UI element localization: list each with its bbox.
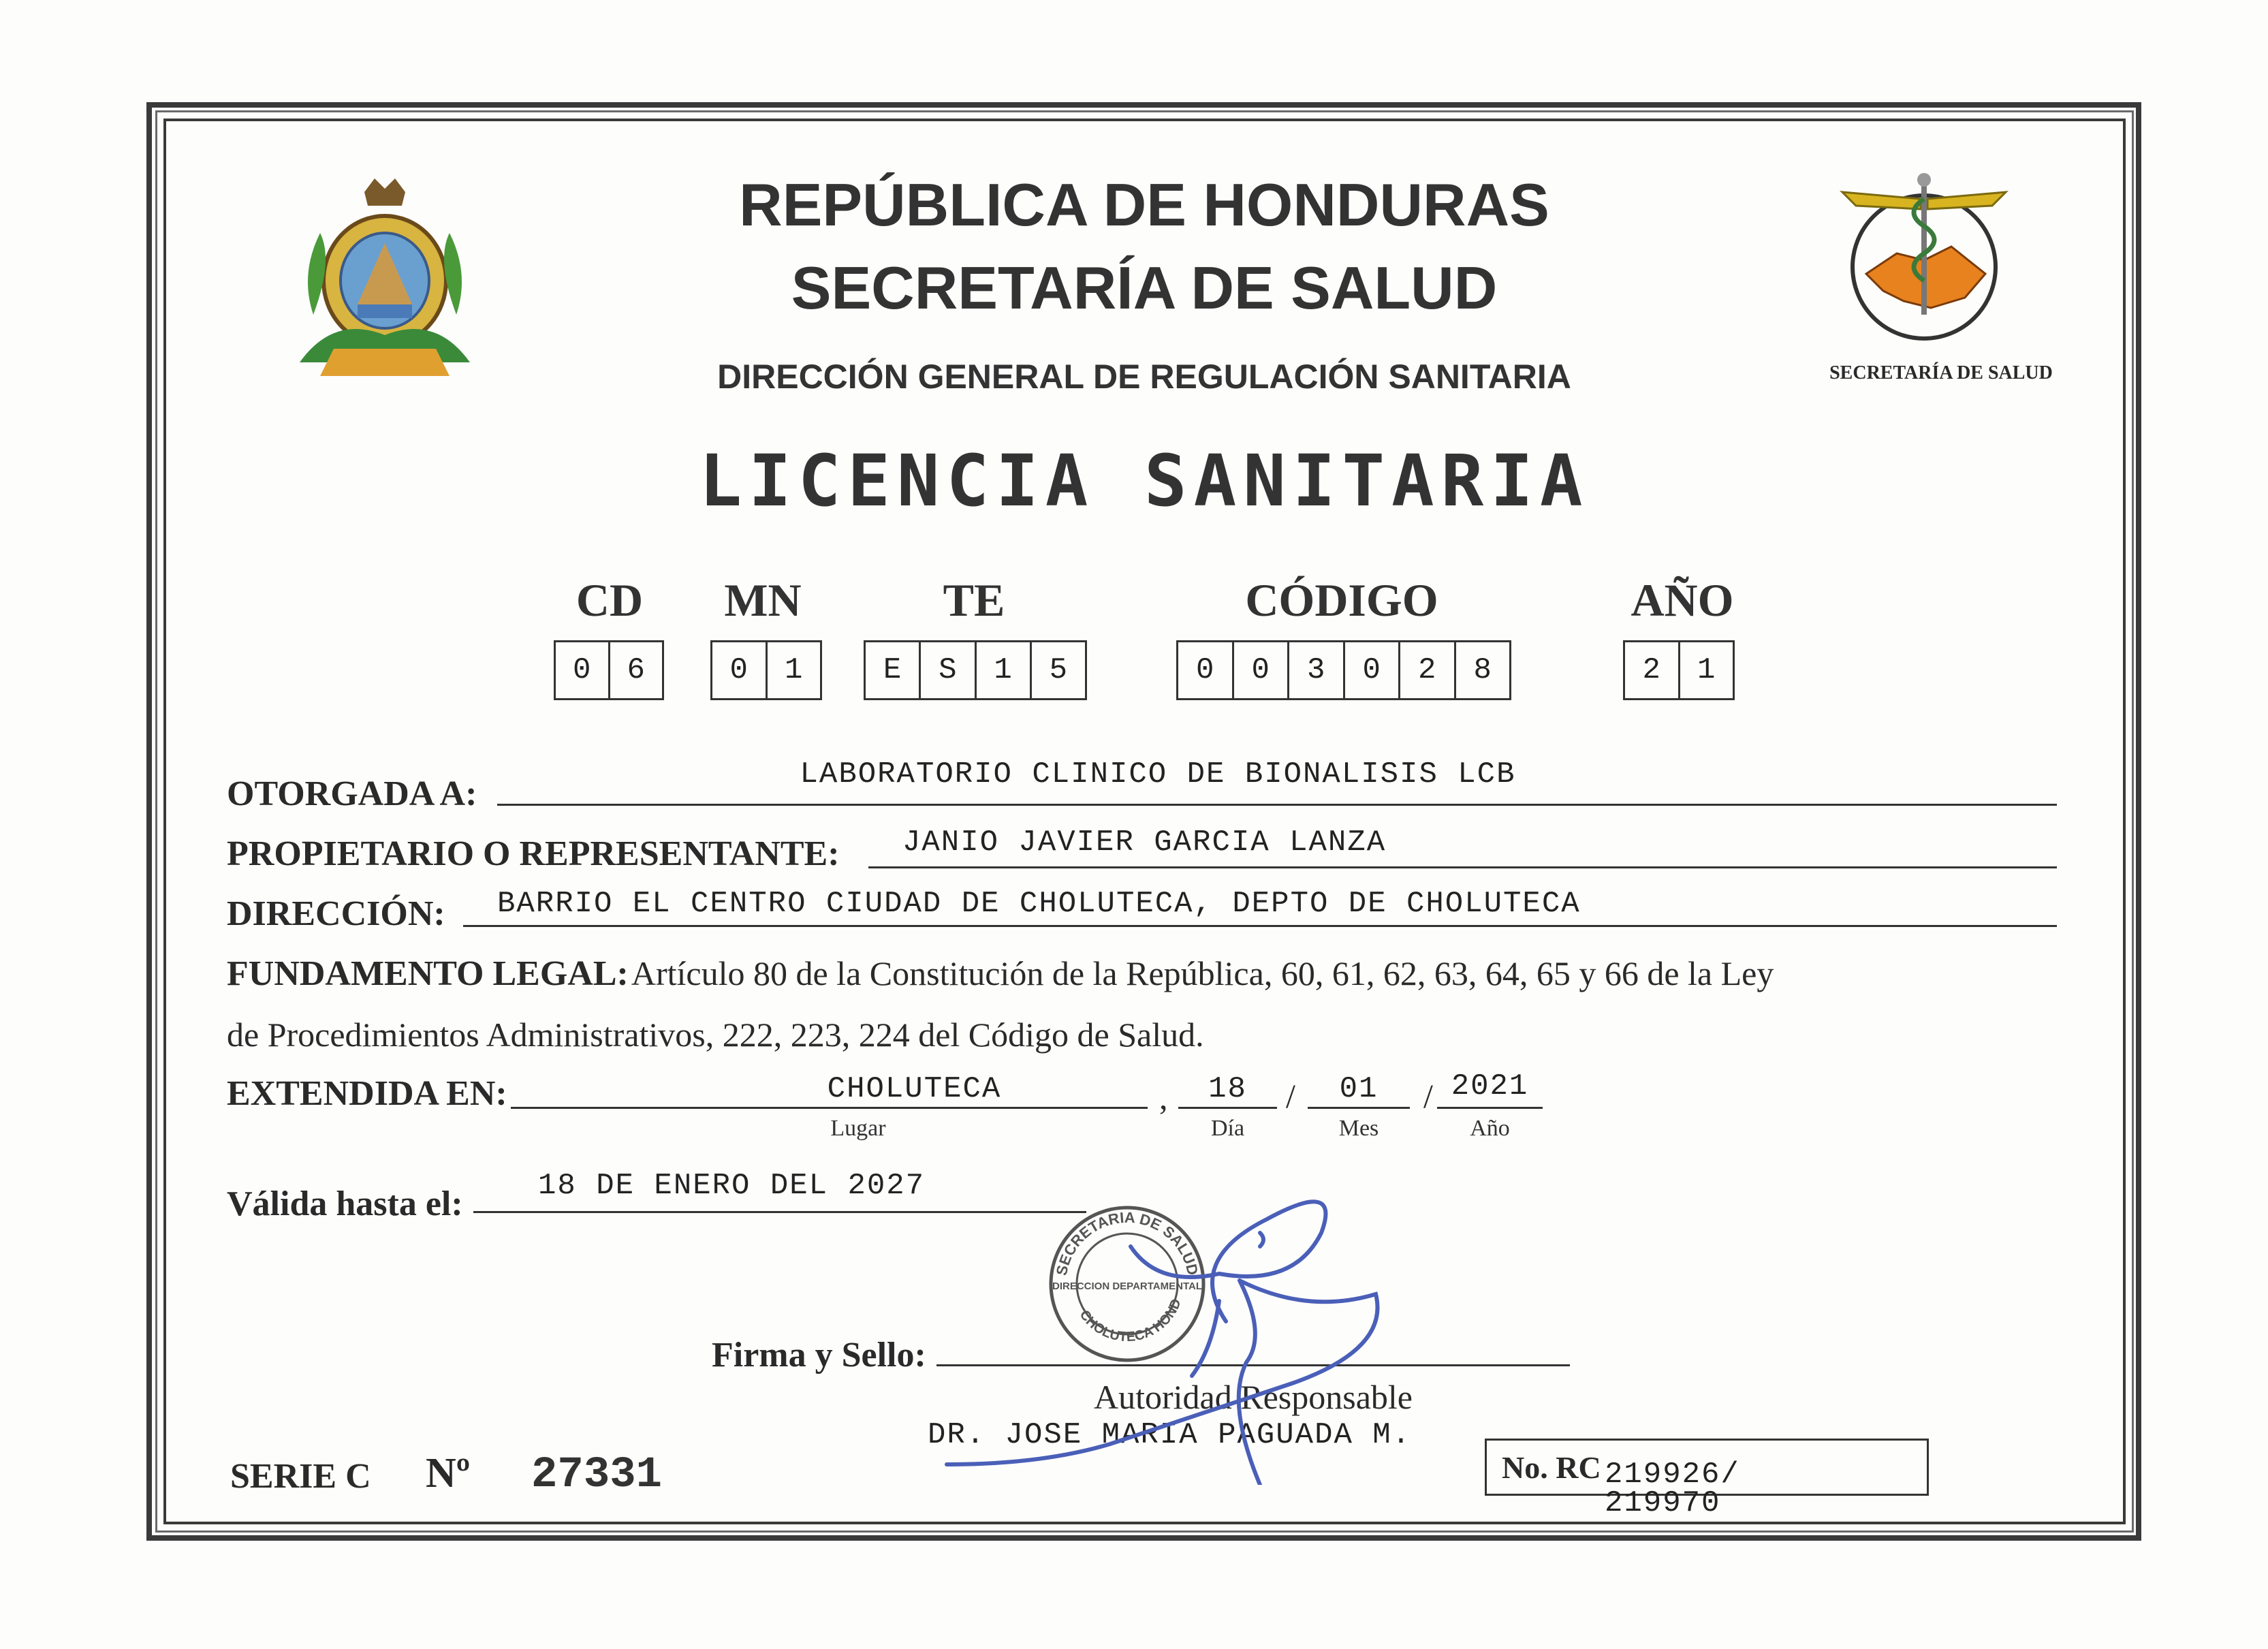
stamp-text-mid: DIRECCION DEPARTAMENTAL: [1052, 1281, 1202, 1292]
firma-label: Firma y Sello:: [712, 1336, 926, 1375]
code-digit: S: [921, 642, 976, 698]
rc-value-2: 219970: [1605, 1486, 1721, 1520]
dia-caption: Día: [1210, 1116, 1245, 1141]
code-digit: 0: [1234, 642, 1290, 698]
stamp-text-bottom: CHOLUTECA HOND: [1076, 1296, 1184, 1345]
dia-value: 18: [1208, 1072, 1247, 1106]
code-label-ano: AÑO: [1631, 574, 1734, 626]
code-label-codigo: CÓDIGO: [1245, 574, 1438, 626]
mes-line: [1308, 1107, 1410, 1109]
ministry-heading: SECRETARÍA DE SALUD: [791, 254, 1498, 321]
handwritten-signature-icon: [940, 1158, 1417, 1485]
honduras-coat-of-arms-icon: [293, 178, 477, 383]
comma-separator: ,: [1159, 1078, 1168, 1116]
code-label-cd: CD: [576, 574, 644, 626]
code-digit: 2: [1625, 642, 1680, 698]
authority-name: DR. JOSE MARIA PAGUADA M.: [928, 1418, 1412, 1452]
code-label-mn: MN: [724, 574, 802, 626]
ano-line: [1437, 1107, 1543, 1109]
propietario-label: PROPIETARIO O REPRESENTANTE:: [227, 834, 840, 873]
mes-caption: Mes: [1338, 1116, 1379, 1141]
otorgada-line: [497, 804, 2057, 806]
ano-value: 2021: [1451, 1069, 1529, 1103]
authority-caption: Autoridad Responsable: [1094, 1378, 1413, 1416]
lugar-caption: Lugar: [830, 1116, 886, 1141]
fundamento-text-1: Artículo 80 de la Constitución de la República, 60, 61, 62, 63, 64, 65 y 66 de la Ley: [631, 954, 1774, 992]
extendida-label: EXTENDIDA EN:: [227, 1074, 507, 1113]
valida-label: Válida hasta el:: [227, 1184, 463, 1223]
code-boxes-te: [864, 640, 1087, 700]
mes-value: 01: [1339, 1072, 1379, 1106]
serie-label: SERIE C: [230, 1457, 371, 1496]
code-digit: 5: [1049, 653, 1068, 687]
code-boxes-cd: [554, 640, 664, 700]
fundamento-text-2: de Procedimientos Administrativos, 222, 223, 224 del Código de Salud.: [227, 1016, 1204, 1054]
document-title: LICENCIA SANITARIA: [699, 439, 1590, 522]
code-digit: E: [866, 642, 921, 698]
direccion-value: BARRIO EL CENTRO CIUDAD DE CHOLUTECA, DEPTO DE CHOLUTECA: [497, 887, 1581, 921]
code-digit: 6: [627, 653, 645, 687]
propietario-line: [868, 866, 2057, 868]
otorgada-label: OTORGADA A:: [227, 774, 477, 813]
code-digit: 0: [712, 642, 768, 698]
code-boxes-mn: [710, 640, 822, 700]
code-digit: 1: [785, 653, 803, 687]
rc-value-1: 219926/: [1605, 1458, 1740, 1492]
direccion-label: DIRECCIÓN:: [227, 894, 445, 933]
fundamento-label: FUNDAMENTO LEGAL:: [227, 954, 629, 993]
fundamento-line-1: [227, 954, 1774, 994]
code-digit: 1: [1697, 653, 1716, 687]
code-boxes-codigo: [1176, 640, 1511, 700]
code-digit: 1: [977, 642, 1032, 698]
propietario-value: JANIO JAVIER GARCIA LANZA: [902, 826, 1387, 860]
code-digit: 2: [1400, 642, 1456, 698]
code-digit: 0: [556, 642, 610, 698]
code-label-te: TE: [943, 574, 1005, 626]
valida-value: 18 DE ENERO DEL 2027: [538, 1169, 926, 1203]
lugar-value: CHOLUTECA: [827, 1072, 1002, 1106]
serial-number: 27331: [531, 1451, 663, 1500]
slash-separator: /: [1423, 1077, 1433, 1115]
stamp-text-top: SECRETARIA DE SALUD: [1052, 1208, 1202, 1277]
code-boxes-ano: [1623, 640, 1735, 700]
dia-line: [1178, 1107, 1277, 1109]
country-heading: REPÚBLICA DE HONDURAS: [739, 171, 1549, 238]
otorgada-value: LABORATORIO CLINICO DE BIONALISIS LCB: [800, 757, 1516, 791]
code-digit: 8: [1473, 653, 1492, 687]
rc-label: No. RC: [1502, 1450, 1601, 1485]
numero-symbol: Nº: [426, 1450, 471, 1496]
code-digit: 3: [1289, 642, 1345, 698]
ano-caption: Año: [1470, 1116, 1510, 1141]
code-digit: 0: [1178, 642, 1234, 698]
lugar-line: [511, 1107, 1148, 1109]
direccion-line: [463, 925, 2057, 927]
emblem-caption: SECRETARÍA DE SALUD: [1829, 362, 2053, 383]
slash-separator: /: [1286, 1077, 1295, 1115]
code-digit: 0: [1345, 642, 1401, 698]
directorate-heading: DIRECCIÓN GENERAL DE REGULACIÓN SANITARIA: [717, 358, 1571, 396]
secretaria-de-salud-emblem-icon: [1836, 172, 2013, 349]
